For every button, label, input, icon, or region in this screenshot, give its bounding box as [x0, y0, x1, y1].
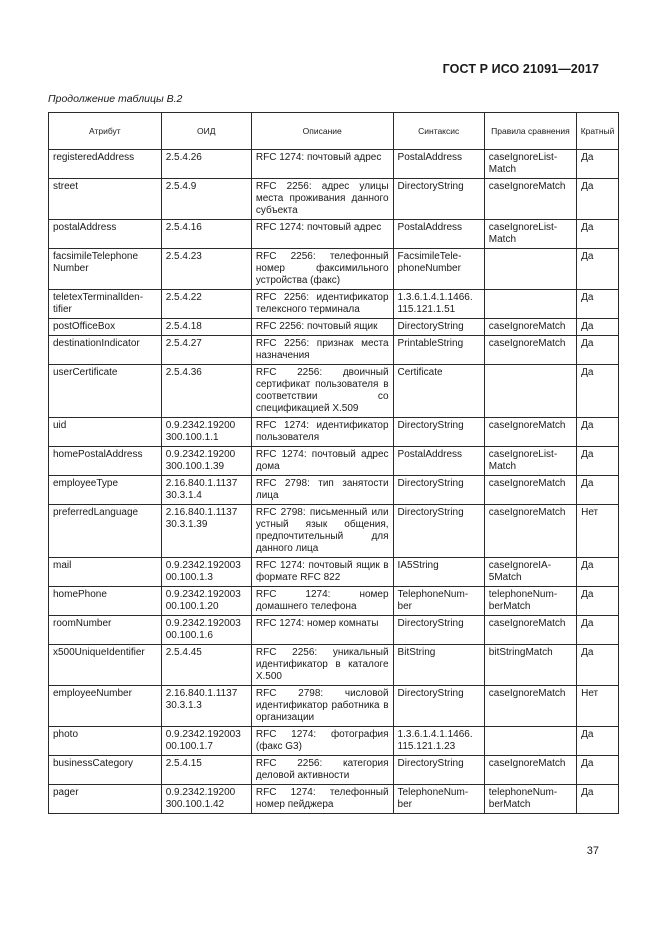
table-row [49, 249, 619, 290]
cell-oid: 0.9.2342.19200 300.100.1.39 [161, 447, 251, 476]
header-attribute: Атрибут [49, 113, 162, 150]
cell-multiple: Да [577, 727, 619, 756]
cell-oid: 0.9.2342.19200 300.100.1.42 [161, 785, 251, 814]
cell-matching-rule: caseIgnoreMatch [484, 756, 576, 785]
table-row [49, 587, 619, 616]
table-row [49, 616, 619, 645]
cell-oid: 0.9.2342.192003 00.100.1.20 [161, 587, 251, 616]
cell-attribute: facsimileTelephone Number [49, 249, 162, 290]
cell-matching-rule: caseIgnoreMatch [484, 616, 576, 645]
cell-attribute: street [49, 179, 162, 220]
cell-matching-rule: caseIgnoreMatch [484, 336, 576, 365]
cell-matching-rule [484, 290, 576, 319]
cell-syntax: DirectoryString [393, 505, 484, 558]
cell-multiple: Да [577, 645, 619, 686]
cell-oid: 2.5.4.36 [161, 365, 251, 418]
cell-description: RFC 2798: письменный или устный язык общения, предпочтительный для данного лица [251, 505, 393, 558]
cell-syntax: 1.3.6.1.4.1.1466. 115.121.1.23 [393, 727, 484, 756]
cell-attribute: registeredAddress [49, 150, 162, 179]
page-number: 37 [586, 845, 599, 857]
table-body [49, 150, 619, 814]
cell-attribute: userCertificate [49, 365, 162, 418]
cell-description: RFC 2256: двоичный сертификат пользователя в соответствии со спецификацией X.509 [251, 365, 393, 418]
cell-oid: 2.5.4.23 [161, 249, 251, 290]
cell-multiple: Да [577, 336, 619, 365]
cell-description: RFC 2256: категория деловой активности [251, 756, 393, 785]
cell-oid: 2.5.4.16 [161, 220, 251, 249]
cell-attribute: photo [49, 727, 162, 756]
cell-oid: 0.9.2342.192003 00.100.1.7 [161, 727, 251, 756]
cell-syntax: 1.3.6.1.4.1.1466. 115.121.1.51 [393, 290, 484, 319]
table-row [49, 645, 619, 686]
cell-syntax: DirectoryString [393, 179, 484, 220]
cell-attribute: roomNumber [49, 616, 162, 645]
cell-oid: 2.5.4.22 [161, 290, 251, 319]
cell-description: RFC 1274: почтовый адрес дома [251, 447, 393, 476]
cell-attribute: pager [49, 785, 162, 814]
cell-multiple: Нет [577, 505, 619, 558]
table-row [49, 686, 619, 727]
cell-syntax: PostalAddress [393, 220, 484, 249]
cell-syntax: PostalAddress [393, 150, 484, 179]
cell-multiple: Да [577, 319, 619, 336]
cell-oid: 0.9.2342.192003 00.100.1.3 [161, 558, 251, 587]
cell-matching-rule [484, 727, 576, 756]
cell-multiple: Да [577, 220, 619, 249]
cell-matching-rule: caseIgnoreList-Match [484, 150, 576, 179]
cell-attribute: teletexTerminalIden-tifier [49, 290, 162, 319]
table-row [49, 505, 619, 558]
cell-matching-rule: caseIgnoreList-Match [484, 220, 576, 249]
cell-syntax: Certificate [393, 365, 484, 418]
cell-syntax: TelephoneNum-ber [393, 587, 484, 616]
header-matching-rules: Правила сравнения [484, 113, 576, 150]
cell-description: RFC 1274: фотография (факс G3) [251, 727, 393, 756]
cell-multiple: Да [577, 447, 619, 476]
cell-oid: 2.5.4.9 [161, 179, 251, 220]
header-description: Описание [251, 113, 393, 150]
table-row [49, 365, 619, 418]
cell-syntax: DirectoryString [393, 756, 484, 785]
cell-attribute: homePhone [49, 587, 162, 616]
cell-matching-rule: bitStringMatch [484, 645, 576, 686]
cell-multiple: Да [577, 418, 619, 447]
cell-matching-rule [484, 365, 576, 418]
table-row [49, 150, 619, 179]
cell-matching-rule: caseIgnoreList-Match [484, 447, 576, 476]
cell-oid: 0.9.2342.19200 300.100.1.1 [161, 418, 251, 447]
table-caption: Продолжение таблицы В.2 [48, 93, 183, 105]
cell-description: RFC 1274: номер домашнего телефона [251, 587, 393, 616]
cell-attribute: homePostalAddress [49, 447, 162, 476]
header-oid: ОИД [161, 113, 251, 150]
cell-attribute: postOfficeBox [49, 319, 162, 336]
cell-matching-rule: telephoneNum-berMatch [484, 587, 576, 616]
cell-syntax: DirectoryString [393, 319, 484, 336]
table-row [49, 447, 619, 476]
cell-syntax: DirectoryString [393, 686, 484, 727]
cell-oid: 2.5.4.15 [161, 756, 251, 785]
table-row [49, 476, 619, 505]
cell-syntax: FacsimileTele-phoneNumber [393, 249, 484, 290]
cell-attribute: destinationIndicator [49, 336, 162, 365]
cell-description: RFC 1274: почтовый адрес [251, 150, 393, 179]
cell-description: RFC 2256: телефонный номер факсимильного устройства (факс) [251, 249, 393, 290]
cell-multiple: Да [577, 558, 619, 587]
table-row [49, 558, 619, 587]
cell-matching-rule: caseIgnoreIA-5Match [484, 558, 576, 587]
cell-oid: 2.16.840.1.1137 30.3.1.39 [161, 505, 251, 558]
cell-multiple: Нет [577, 686, 619, 727]
cell-description: RFC 2256: адрес улицы места проживания данного субъекта [251, 179, 393, 220]
cell-multiple: Да [577, 616, 619, 645]
header-multiple: Кратный [577, 113, 619, 150]
cell-multiple: Да [577, 587, 619, 616]
cell-oid: 2.5.4.26 [161, 150, 251, 179]
cell-multiple: Да [577, 249, 619, 290]
cell-multiple: Да [577, 476, 619, 505]
cell-oid: 2.5.4.18 [161, 319, 251, 336]
cell-attribute: preferredLanguage [49, 505, 162, 558]
cell-description: RFC 2256: идентификатор телексного терминала [251, 290, 393, 319]
cell-description: RFC 2256: уникальный идентификатор в каталоге X.500 [251, 645, 393, 686]
cell-syntax: PostalAddress [393, 447, 484, 476]
cell-syntax: DirectoryString [393, 418, 484, 447]
attributes-table [48, 112, 619, 814]
cell-attribute: businessCategory [49, 756, 162, 785]
cell-description: RFC 1274: номер комнаты [251, 616, 393, 645]
table-row [49, 727, 619, 756]
table-row [49, 179, 619, 220]
cell-oid: 2.5.4.45 [161, 645, 251, 686]
table-header-row [49, 113, 619, 150]
table-row [49, 756, 619, 785]
cell-syntax: BitString [393, 645, 484, 686]
table-row [49, 785, 619, 814]
document-code: ГОСТ Р ИСО 21091—2017 [442, 62, 599, 76]
table-row [49, 418, 619, 447]
table-row [49, 290, 619, 319]
table-row [49, 319, 619, 336]
cell-syntax: IA5String [393, 558, 484, 587]
cell-oid: 2.16.840.1.1137 30.3.1.4 [161, 476, 251, 505]
cell-attribute: employeeNumber [49, 686, 162, 727]
cell-oid: 2.16.840.1.1137 30.3.1.3 [161, 686, 251, 727]
cell-description: RFC 1274: идентификатор пользователя [251, 418, 393, 447]
cell-description: RFC 1274: телефонный номер пейджера [251, 785, 393, 814]
cell-description: RFC 2256: признак места назначения [251, 336, 393, 365]
table-row [49, 336, 619, 365]
cell-syntax: DirectoryString [393, 476, 484, 505]
cell-attribute: postalAddress [49, 220, 162, 249]
cell-syntax: PrintableString [393, 336, 484, 365]
cell-multiple: Да [577, 365, 619, 418]
cell-attribute: employeeType [49, 476, 162, 505]
cell-matching-rule: caseIgnoreMatch [484, 686, 576, 727]
cell-attribute: uid [49, 418, 162, 447]
table-row [49, 220, 619, 249]
cell-multiple: Да [577, 150, 619, 179]
cell-matching-rule: caseIgnoreMatch [484, 505, 576, 558]
cell-matching-rule: caseIgnoreMatch [484, 179, 576, 220]
header-syntax: Синтаксис [393, 113, 484, 150]
cell-multiple: Да [577, 785, 619, 814]
cell-matching-rule: caseIgnoreMatch [484, 476, 576, 505]
cell-matching-rule: telephoneNum-berMatch [484, 785, 576, 814]
cell-multiple: Да [577, 179, 619, 220]
cell-description: RFC 1274: почтовый адрес [251, 220, 393, 249]
cell-description: RFC 2798: тип занятости лица [251, 476, 393, 505]
cell-attribute: mail [49, 558, 162, 587]
cell-matching-rule [484, 249, 576, 290]
cell-matching-rule: caseIgnoreMatch [484, 319, 576, 336]
cell-syntax: TelephoneNum-ber [393, 785, 484, 814]
cell-description: RFC 2798: числовой идентификатор работника в организации [251, 686, 393, 727]
cell-oid: 2.5.4.27 [161, 336, 251, 365]
cell-multiple: Да [577, 290, 619, 319]
cell-attribute: x500UniqueIdentifier [49, 645, 162, 686]
cell-matching-rule: caseIgnoreMatch [484, 418, 576, 447]
cell-syntax: DirectoryString [393, 616, 484, 645]
cell-multiple: Да [577, 756, 619, 785]
cell-description: RFC 1274: почтовый ящик в формате RFC 822 [251, 558, 393, 587]
cell-oid: 0.9.2342.192003 00.100.1.6 [161, 616, 251, 645]
cell-description: RFC 2256: почтовый ящик [251, 319, 393, 336]
